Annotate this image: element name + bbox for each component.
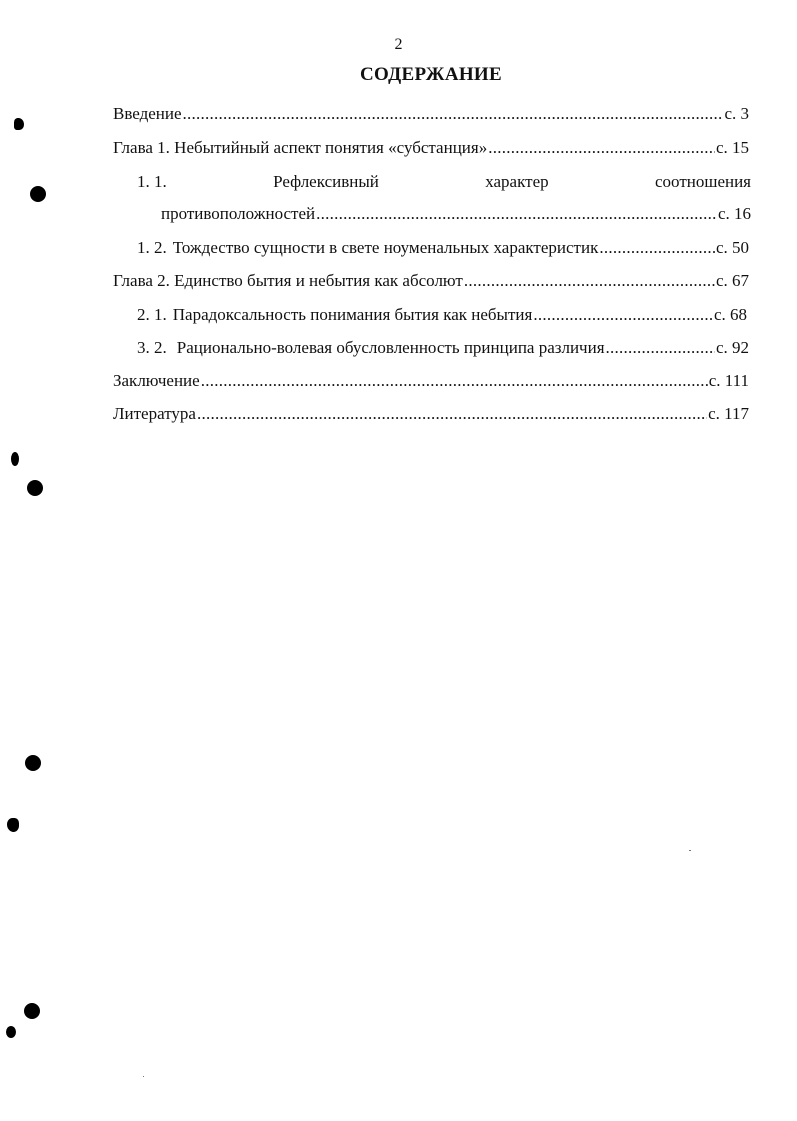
toc-entry-title: Парадоксальность понимания бытия как небытия — [172, 305, 533, 324]
toc-entry-page: с. 3 — [724, 104, 749, 123]
toc-entry-page: с. 68 — [713, 305, 747, 324]
toc-entry-section-1-2[interactable] — [137, 238, 749, 258]
punch-hole — [30, 186, 46, 202]
dot-leader — [183, 104, 724, 124]
toc-entry-section-1-1-continued[interactable] — [161, 204, 751, 224]
toc-entry-page: с. 50 — [715, 238, 749, 257]
ink-blot-mark — [11, 452, 19, 466]
toc-entry-title: Глава 1. Небытийный аспект понятия «субстанция» — [113, 138, 488, 157]
toc-entry-section-3-2[interactable] — [137, 338, 749, 358]
toc-entry-page: с. 111 — [708, 371, 749, 390]
dot-leader — [599, 238, 715, 258]
toc-entry-title: противоположностей — [161, 204, 316, 223]
dot-leader — [464, 271, 715, 291]
punch-hole — [25, 755, 41, 771]
toc-entry-chapter-2[interactable] — [113, 271, 749, 291]
toc-entry-word: соотношения — [655, 172, 751, 191]
ink-blot-mark — [14, 118, 24, 130]
toc-entry-page: с. 67 — [715, 271, 749, 290]
toc-entry-page: с. 15 — [715, 138, 749, 157]
page-title: СОДЕРЖАНИЕ — [360, 64, 502, 85]
toc-entry-conclusion[interactable] — [113, 371, 749, 391]
toc-entry-number: 2. 1. — [137, 305, 167, 324]
ink-blot-mark — [6, 1026, 16, 1038]
toc-entry-page: с. 92 — [715, 338, 749, 357]
dust-speck — [689, 850, 691, 851]
ink-blot-mark — [7, 818, 19, 832]
toc-entry-number: 1. 1. — [137, 172, 167, 191]
punch-hole — [27, 480, 43, 496]
dust-speck — [143, 1076, 144, 1077]
toc-entry-page: с. 16 — [717, 204, 751, 223]
toc-entry-title: Тождество сущности в свете ноуменальных характеристик — [172, 238, 599, 257]
toc-entry-page: с. 117 — [708, 404, 749, 423]
dot-leader — [606, 338, 715, 358]
toc-entry-title: Литература — [113, 404, 196, 423]
toc-entry-number: 1. 2. — [137, 238, 167, 257]
toc-entry-title: Заключение — [113, 371, 200, 390]
dot-leader — [197, 404, 707, 424]
toc-entry-word: Рефлексивный — [273, 172, 379, 191]
dot-leader — [488, 138, 715, 158]
toc-entry-title: Рационально-волевая обусловленность принципа различия — [176, 338, 605, 357]
toc-entry-literature[interactable] — [113, 404, 749, 424]
toc-entry-section-1-1[interactable] — [137, 172, 751, 192]
toc-entry-title: Глава 2. Единство бытия и небытия как абсолют — [113, 271, 463, 290]
punch-hole — [24, 1003, 40, 1019]
dot-leader — [533, 305, 713, 325]
toc-entry-chapter-1[interactable] — [113, 138, 749, 158]
toc-entry-section-2-1[interactable] — [137, 305, 747, 325]
toc-entry-title: Введение — [113, 104, 182, 123]
toc-entry-word: характер — [485, 172, 549, 191]
dot-leader — [201, 371, 708, 391]
page-number: 2 — [394, 36, 403, 53]
toc-entry-intro[interactable] — [113, 104, 749, 124]
dot-leader — [316, 204, 717, 224]
toc-entry-number: 3. 2. — [137, 338, 167, 357]
